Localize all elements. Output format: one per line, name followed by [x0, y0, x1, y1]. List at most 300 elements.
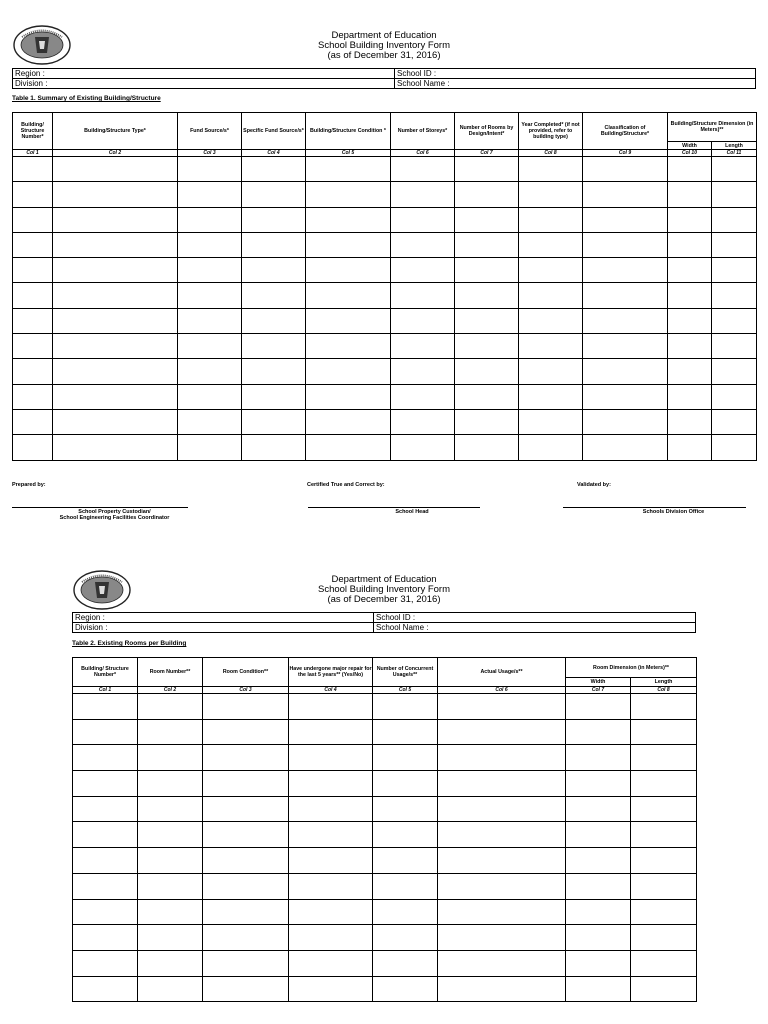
school-head-label: School Head: [395, 509, 429, 515]
t1-cell[interactable]: [519, 435, 583, 460]
t1-cell[interactable]: [242, 359, 306, 384]
t1-cell[interactable]: [306, 334, 391, 359]
t1-cell[interactable]: [53, 182, 178, 207]
t2-header-room-number: Room Number**: [138, 658, 203, 687]
t1-cell[interactable]: [455, 258, 519, 283]
t1-cell[interactable]: [13, 308, 53, 333]
t1-cell[interactable]: [583, 308, 668, 333]
t2-col-label: Col 8: [631, 687, 697, 694]
t1-cell[interactable]: [242, 258, 306, 283]
t1-cell[interactable]: [13, 334, 53, 359]
t1-cell[interactable]: [178, 182, 242, 207]
t2-cell[interactable]: [138, 719, 203, 745]
t1-cell[interactable]: [668, 232, 712, 257]
t1-cell[interactable]: [668, 182, 712, 207]
t2-cell[interactable]: [438, 925, 566, 951]
t2-cell[interactable]: [438, 848, 566, 874]
t1-cell[interactable]: [668, 334, 712, 359]
t2-cell[interactable]: [631, 950, 697, 976]
t1-cell[interactable]: [53, 359, 178, 384]
t2-row: [73, 848, 697, 874]
t2-col-label: Col 3: [203, 687, 289, 694]
t2-cell[interactable]: [373, 976, 438, 1002]
t2-cell[interactable]: [566, 745, 631, 771]
t1-cell[interactable]: [712, 182, 757, 207]
t2-cell[interactable]: [373, 873, 438, 899]
t2-cell[interactable]: [631, 796, 697, 822]
t2-header-length: Length: [631, 678, 697, 687]
t1-cell[interactable]: [391, 283, 455, 308]
t1-cell[interactable]: [178, 435, 242, 460]
t1-cell[interactable]: [13, 435, 53, 460]
t2-col-label: Col 4: [289, 687, 373, 694]
t1-cell[interactable]: [306, 207, 391, 232]
t1-cell[interactable]: [53, 334, 178, 359]
t1-row: [13, 359, 757, 384]
t2-cell[interactable]: [438, 976, 566, 1002]
t1-cell[interactable]: [306, 182, 391, 207]
t1-cell[interactable]: [391, 232, 455, 257]
t2-cell[interactable]: [138, 976, 203, 1002]
form-header-2: [284, 575, 484, 605]
t2-cell[interactable]: [438, 796, 566, 822]
t2-cell[interactable]: [566, 899, 631, 925]
t1-cell[interactable]: [519, 308, 583, 333]
t1-cell[interactable]: [53, 308, 178, 333]
t2-col-label: Col 1: [73, 687, 138, 694]
t2-cell[interactable]: [138, 899, 203, 925]
t2-cell[interactable]: [289, 719, 373, 745]
t2-cell[interactable]: [373, 822, 438, 848]
t1-row: [13, 334, 757, 359]
t1-cell[interactable]: [519, 207, 583, 232]
t1-cell[interactable]: [391, 182, 455, 207]
t2-cell[interactable]: [438, 771, 566, 797]
t1-cell[interactable]: [712, 232, 757, 257]
t1-cell[interactable]: [583, 409, 668, 434]
t2-row: [73, 822, 697, 848]
t1-cell[interactable]: [668, 258, 712, 283]
t1-cell[interactable]: [668, 157, 712, 182]
t1-cell[interactable]: [53, 232, 178, 257]
t1-row: [13, 308, 757, 333]
t2-cell[interactable]: [631, 976, 697, 1002]
t1-cell[interactable]: [178, 232, 242, 257]
head-signature-line[interactable]: [308, 507, 480, 508]
t2-cell[interactable]: [631, 694, 697, 720]
t2-cell[interactable]: [289, 976, 373, 1002]
custodian-signature-line[interactable]: [12, 507, 188, 508]
coordinator-label: School Engineering Facilities Coordinator: [59, 515, 170, 521]
t2-cell[interactable]: [203, 719, 289, 745]
t1-cell[interactable]: [455, 182, 519, 207]
t1-col-label: Col 3: [178, 150, 242, 157]
t1-row: [13, 435, 757, 460]
t1-cell[interactable]: [13, 182, 53, 207]
t1-cell[interactable]: [13, 232, 53, 257]
region-field[interactable]: Region :: [13, 69, 395, 79]
school-info-table-2: [72, 612, 696, 633]
t2-cell[interactable]: [73, 796, 138, 822]
t1-cell[interactable]: [13, 359, 53, 384]
t1-cell[interactable]: [306, 232, 391, 257]
t1-cell[interactable]: [242, 157, 306, 182]
t2-cell[interactable]: [289, 950, 373, 976]
t1-col-label: Col 8: [519, 150, 583, 157]
t1-cell[interactable]: [519, 334, 583, 359]
t2-cell[interactable]: [566, 694, 631, 720]
t1-cell[interactable]: [455, 409, 519, 434]
t2-row: [73, 976, 697, 1002]
t2-cell[interactable]: [203, 873, 289, 899]
t2-header-room-condition: Room Condition**: [203, 658, 289, 687]
t1-cell[interactable]: [391, 384, 455, 409]
t1-cell[interactable]: [668, 283, 712, 308]
t2-cell[interactable]: [631, 822, 697, 848]
t1-cell[interactable]: [583, 258, 668, 283]
t2-row: [73, 899, 697, 925]
t1-cell[interactable]: [391, 435, 455, 460]
division-field[interactable]: Division :: [73, 623, 374, 633]
t1-cell[interactable]: [519, 409, 583, 434]
t2-cell[interactable]: [203, 745, 289, 771]
t1-cell[interactable]: [712, 258, 757, 283]
t2-cell[interactable]: [138, 694, 203, 720]
t1-cell[interactable]: [583, 157, 668, 182]
t2-cell[interactable]: [73, 899, 138, 925]
t1-cell[interactable]: [712, 409, 757, 434]
t1-cell[interactable]: [242, 384, 306, 409]
t1-cell[interactable]: [13, 207, 53, 232]
t2-cell[interactable]: [73, 745, 138, 771]
t2-cell[interactable]: [631, 899, 697, 925]
t1-cell[interactable]: [391, 258, 455, 283]
t2-cell[interactable]: [566, 822, 631, 848]
t1-cell[interactable]: [178, 283, 242, 308]
t1-cell[interactable]: [668, 409, 712, 434]
t2-cell[interactable]: [73, 822, 138, 848]
t2-cell[interactable]: [289, 873, 373, 899]
t1-cell[interactable]: [455, 435, 519, 460]
t2-cell[interactable]: [373, 925, 438, 951]
t1-cell[interactable]: [583, 182, 668, 207]
custodian-title: [12, 509, 217, 521]
t2-cell[interactable]: [138, 796, 203, 822]
t2-cell[interactable]: [373, 899, 438, 925]
t1-cell[interactable]: [242, 435, 306, 460]
t2-cell[interactable]: [566, 848, 631, 874]
t2-cell[interactable]: [203, 822, 289, 848]
t2-cell[interactable]: [289, 822, 373, 848]
form-title: School Building Inventory Form: [317, 40, 450, 51]
t1-cell[interactable]: [519, 283, 583, 308]
t1-cell[interactable]: [178, 334, 242, 359]
t2-row: [73, 796, 697, 822]
t1-cell[interactable]: [712, 384, 757, 409]
school-name-field[interactable]: School Name :: [395, 79, 756, 89]
t1-cell[interactable]: [712, 157, 757, 182]
division-signature-line[interactable]: [563, 507, 746, 508]
t2-cell[interactable]: [566, 976, 631, 1002]
t1-cell[interactable]: [519, 157, 583, 182]
t1-row: [13, 207, 757, 232]
t2-cell[interactable]: [203, 976, 289, 1002]
t2-cell[interactable]: [566, 925, 631, 951]
t1-cell[interactable]: [391, 359, 455, 384]
t2-cell[interactable]: [138, 771, 203, 797]
t1-row: [13, 157, 757, 182]
t1-cell[interactable]: [391, 157, 455, 182]
t1-cell[interactable]: [178, 384, 242, 409]
t2-cell[interactable]: [438, 822, 566, 848]
t2-cell[interactable]: [203, 848, 289, 874]
t2-cell[interactable]: [289, 771, 373, 797]
t1-col-label: Col 6: [391, 150, 455, 157]
division-office-label: Schools Division Office: [642, 509, 705, 515]
t1-cell[interactable]: [668, 384, 712, 409]
t2-cell[interactable]: [289, 745, 373, 771]
t1-cell[interactable]: [306, 409, 391, 434]
t1-cell[interactable]: [391, 409, 455, 434]
t1-cell[interactable]: [712, 207, 757, 232]
t1-cell[interactable]: [519, 182, 583, 207]
t1-cell[interactable]: [178, 359, 242, 384]
t2-cell[interactable]: [373, 719, 438, 745]
t1-col-label: Col 11: [712, 150, 757, 157]
t1-cell[interactable]: [583, 435, 668, 460]
t1-cell[interactable]: [53, 283, 178, 308]
t2-cell[interactable]: [373, 796, 438, 822]
t1-cell[interactable]: [455, 232, 519, 257]
t1-cell[interactable]: [242, 334, 306, 359]
t2-cell[interactable]: [438, 694, 566, 720]
t2-cell[interactable]: [631, 719, 697, 745]
t2-cell[interactable]: [373, 771, 438, 797]
t1-cell[interactable]: [306, 435, 391, 460]
department-name: Department of Education: [331, 574, 437, 585]
division-field[interactable]: Division :: [13, 79, 395, 89]
t1-cell[interactable]: [455, 207, 519, 232]
t2-cell[interactable]: [203, 694, 289, 720]
t2-cell[interactable]: [289, 899, 373, 925]
t1-header-building-type: Building/Structure Type*: [53, 113, 178, 150]
t1-cell[interactable]: [306, 359, 391, 384]
t1-cell[interactable]: [712, 308, 757, 333]
t2-cell[interactable]: [138, 925, 203, 951]
t1-cell[interactable]: [178, 207, 242, 232]
t1-cell[interactable]: [178, 157, 242, 182]
t2-cell[interactable]: [566, 771, 631, 797]
t1-cell[interactable]: [242, 232, 306, 257]
t1-cell[interactable]: [455, 157, 519, 182]
t2-cell[interactable]: [631, 873, 697, 899]
t1-cell[interactable]: [242, 409, 306, 434]
t1-cell[interactable]: [455, 283, 519, 308]
t1-row: [13, 182, 757, 207]
t1-cell[interactable]: [178, 409, 242, 434]
t1-header-rooms: Number of Rooms by Design/Intent*: [455, 113, 519, 150]
t1-header-condition: Building/Structure Condition *: [306, 113, 391, 150]
t1-cell[interactable]: [178, 308, 242, 333]
t1-cell[interactable]: [455, 359, 519, 384]
t1-col-label: Col 10: [668, 150, 712, 157]
t2-col-label: Col 6: [438, 687, 566, 694]
t1-row: [13, 232, 757, 257]
t1-cell[interactable]: [455, 384, 519, 409]
t1-cell[interactable]: [519, 258, 583, 283]
t1-cell[interactable]: [519, 359, 583, 384]
t1-cell[interactable]: [668, 435, 712, 460]
t1-cell[interactable]: [455, 334, 519, 359]
t1-cell[interactable]: [242, 182, 306, 207]
t1-cell[interactable]: [242, 283, 306, 308]
t2-cell[interactable]: [203, 925, 289, 951]
t1-cell[interactable]: [306, 384, 391, 409]
custodian-label: School Property Custodian/: [78, 509, 151, 515]
form-title: School Building Inventory Form: [317, 584, 450, 595]
table2-body: [73, 694, 697, 1002]
t2-cell[interactable]: [631, 771, 697, 797]
t1-cell[interactable]: [583, 359, 668, 384]
school-id-field[interactable]: School ID :: [395, 69, 756, 79]
t1-cell[interactable]: [583, 207, 668, 232]
t1-cell[interactable]: [306, 283, 391, 308]
t1-cell[interactable]: [13, 409, 53, 434]
t1-cell[interactable]: [242, 207, 306, 232]
t2-cell[interactable]: [138, 745, 203, 771]
t1-cell[interactable]: [306, 258, 391, 283]
t1-cell[interactable]: [53, 384, 178, 409]
t2-cell[interactable]: [138, 950, 203, 976]
t2-cell[interactable]: [566, 796, 631, 822]
t2-cell[interactable]: [438, 745, 566, 771]
table1-body: [13, 157, 757, 461]
t1-cell[interactable]: [13, 283, 53, 308]
t2-cell[interactable]: [631, 848, 697, 874]
t2-cell[interactable]: [566, 873, 631, 899]
prepared-by-label: Prepared by:: [12, 482, 46, 488]
t1-cell[interactable]: [668, 359, 712, 384]
t2-cell[interactable]: [289, 694, 373, 720]
t1-row: [13, 409, 757, 434]
t2-cell[interactable]: [73, 976, 138, 1002]
t2-row: [73, 694, 697, 720]
form-date: (as of December 31, 2016): [327, 594, 441, 605]
t2-cell[interactable]: [373, 745, 438, 771]
t1-cell[interactable]: [53, 435, 178, 460]
t1-col-label: Col 2: [53, 150, 178, 157]
t1-cell[interactable]: [306, 308, 391, 333]
school-name-field[interactable]: School Name :: [374, 623, 696, 633]
t1-header-fund-source: Fund Source/s*: [178, 113, 242, 150]
t2-cell[interactable]: [566, 719, 631, 745]
t2-cell[interactable]: [73, 719, 138, 745]
t1-cell[interactable]: [242, 308, 306, 333]
t2-cell[interactable]: [289, 848, 373, 874]
t2-cell[interactable]: [203, 950, 289, 976]
t1-cell[interactable]: [712, 359, 757, 384]
t1-cell[interactable]: [53, 258, 178, 283]
t2-cell[interactable]: [138, 848, 203, 874]
department-name: Department of Education: [331, 30, 437, 41]
t1-cell[interactable]: [668, 308, 712, 333]
t2-col-label: Col 2: [138, 687, 203, 694]
t1-cell[interactable]: [13, 157, 53, 182]
t2-cell[interactable]: [373, 950, 438, 976]
t2-cell[interactable]: [438, 719, 566, 745]
t2-cell[interactable]: [289, 796, 373, 822]
t2-row: [73, 745, 697, 771]
t1-cell[interactable]: [712, 334, 757, 359]
t1-col-label: Col 9: [583, 150, 668, 157]
deped-seal-icon: [13, 25, 71, 65]
t2-cell[interactable]: [203, 899, 289, 925]
t1-header-length: Length: [712, 142, 757, 150]
t2-cell[interactable]: [438, 899, 566, 925]
t2-cell[interactable]: [373, 694, 438, 720]
t2-cell[interactable]: [373, 848, 438, 874]
validated-by-label: Validated by:: [577, 482, 611, 488]
t1-header-storeys: Number of Storeys*: [391, 113, 455, 150]
t1-cell[interactable]: [391, 308, 455, 333]
t2-cell[interactable]: [138, 873, 203, 899]
t1-cell[interactable]: [306, 157, 391, 182]
deped-seal: [13, 25, 71, 70]
t2-cell[interactable]: [73, 950, 138, 976]
t1-cell[interactable]: [583, 232, 668, 257]
t1-header-classification: Classification of Building/Structure*: [583, 113, 668, 150]
t1-cell[interactable]: [13, 258, 53, 283]
t2-cell[interactable]: [438, 873, 566, 899]
region-field[interactable]: Region :: [73, 613, 374, 623]
t1-cell[interactable]: [668, 207, 712, 232]
deped-seal-2: [73, 570, 131, 615]
t2-cell[interactable]: [203, 771, 289, 797]
t1-cell[interactable]: [712, 435, 757, 460]
t1-row: [13, 283, 757, 308]
t2-cell[interactable]: [289, 925, 373, 951]
t2-cell[interactable]: [631, 925, 697, 951]
t2-cell[interactable]: [73, 848, 138, 874]
t1-cell[interactable]: [13, 384, 53, 409]
t2-cell[interactable]: [138, 822, 203, 848]
t1-cell[interactable]: [391, 207, 455, 232]
t1-cell[interactable]: [178, 258, 242, 283]
t1-cell[interactable]: [583, 334, 668, 359]
school-id-field[interactable]: School ID :: [374, 613, 696, 623]
t2-cell[interactable]: [73, 873, 138, 899]
t2-cell[interactable]: [73, 694, 138, 720]
t1-cell[interactable]: [519, 232, 583, 257]
t1-header-dimension: Building/Structure Dimension (in Meters)**: [668, 113, 757, 142]
t2-cell[interactable]: [631, 745, 697, 771]
t1-cell[interactable]: [53, 207, 178, 232]
t1-cell[interactable]: [53, 157, 178, 182]
t1-cell[interactable]: [391, 334, 455, 359]
t2-cell[interactable]: [566, 950, 631, 976]
t2-cell[interactable]: [73, 771, 138, 797]
t2-cell[interactable]: [438, 950, 566, 976]
t1-cell[interactable]: [583, 384, 668, 409]
t2-header-dimension: Room Dimension (in Meters)**: [566, 658, 697, 678]
t2-cell[interactable]: [73, 925, 138, 951]
t1-cell[interactable]: [519, 384, 583, 409]
t1-cell[interactable]: [583, 283, 668, 308]
t1-cell[interactable]: [455, 308, 519, 333]
t1-cell[interactable]: [53, 409, 178, 434]
t2-cell[interactable]: [203, 796, 289, 822]
t1-cell[interactable]: [712, 283, 757, 308]
